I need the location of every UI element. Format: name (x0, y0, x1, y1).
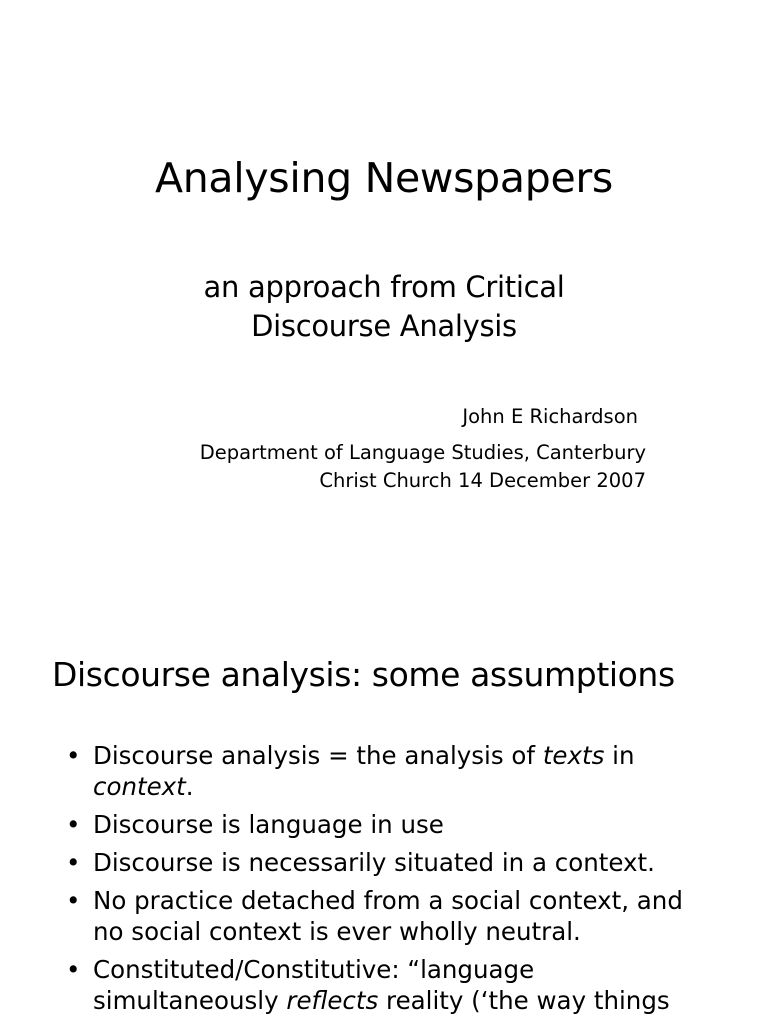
subtitle-line-2: Discourse Analysis (251, 309, 517, 343)
bullet-text: Discourse is language in use (93, 810, 444, 839)
subtitle-line-1: an approach from Critical (203, 270, 565, 304)
emphasis-text: reflects (286, 986, 379, 1015)
bullet-list (66, 740, 716, 1023)
bullet-icon: • (66, 741, 81, 770)
bullet-text: Discourse is necessarily situated in a context. (93, 848, 655, 877)
affiliation-line-1: Department of Language Studies, Canterbury (199, 441, 646, 464)
author-block (200, 403, 646, 495)
bullet-item (66, 740, 716, 802)
emphasis-text: texts (542, 741, 605, 770)
bullet-icon: • (66, 955, 81, 984)
bullet-text: Discourse analysis = the analysis of texts in context. (93, 741, 635, 801)
bullet-icon: • (66, 848, 81, 877)
bullet-item (66, 809, 716, 840)
slide-subtitle (0, 268, 768, 346)
bullet-text: Constituted/Constitutive: “language simultaneously reflects reality (‘the way things (93, 955, 670, 1015)
bullet-item (66, 847, 716, 878)
affiliation-line-2: Christ Church 14 December 2007 (319, 469, 646, 492)
bullet-item (66, 954, 716, 1016)
bullet-icon: • (66, 810, 81, 839)
slide-title: Analysing Newspapers (154, 154, 613, 202)
bullet-item (66, 885, 716, 947)
author-name: John E Richardson (462, 405, 638, 428)
bullet-text: No practice detached from a social context, and no social context is ever wholly neutral. (93, 886, 683, 946)
bullet-icon: • (66, 886, 81, 915)
emphasis-text: context (93, 772, 186, 801)
slide-heading: Discourse analysis: some assumptions (52, 655, 675, 694)
content-slide (0, 585, 768, 1024)
